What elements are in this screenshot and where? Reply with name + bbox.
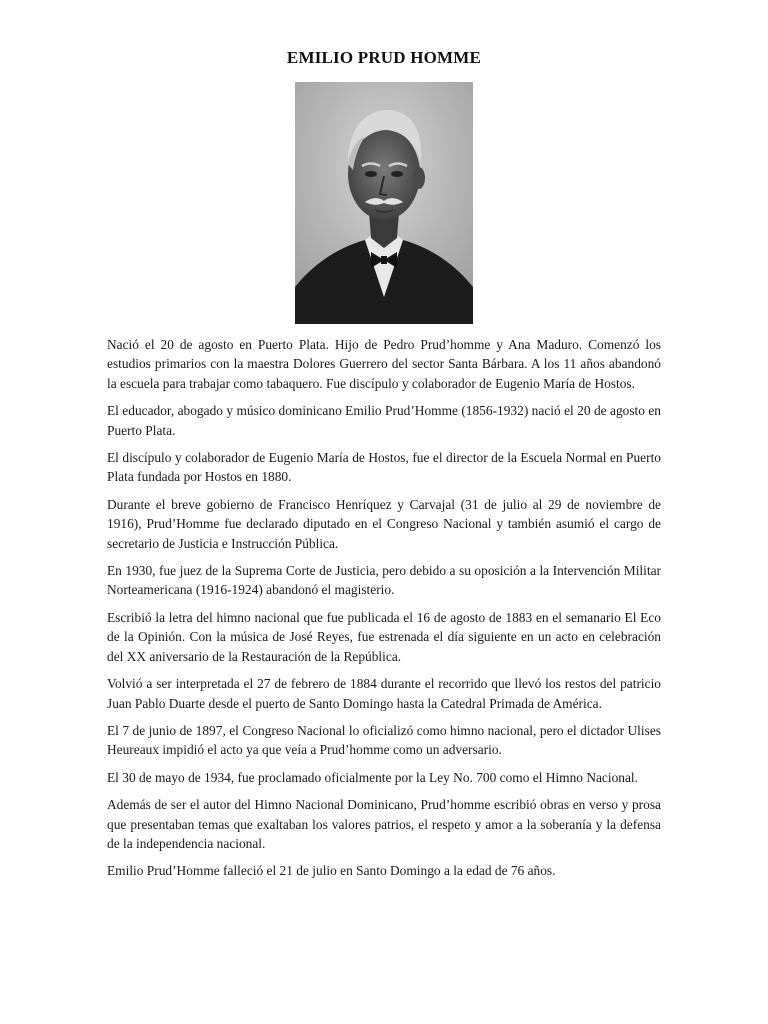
paragraph: El 7 de junio de 1897, el Congreso Nacional lo oficializó como himno nacional, pero el dictador Ulises Heureaux impidió el acto ya que veía a Prud’homme como un adversario. <box>107 722 661 758</box>
paragraph: En 1930, fue juez de la Suprema Corte de Justicia, pero debido a su oposición a la Intervención Militar Norteamericana (1916-1924) abandonó el magisterio. <box>107 563 661 598</box>
portrait-photo <box>295 82 473 324</box>
paragraph: El 30 de mayo de 1934, fue proclamado oficialmente por la Ley No. 700 como el Himno Nacional. <box>107 769 639 785</box>
portrait-illustration <box>295 82 473 324</box>
paragraph: Emilio Prud’Homme falleció el 21 de julio en Santo Domingo a la edad de 76 años. <box>107 863 556 879</box>
biography-text <box>107 335 661 889</box>
paragraph: Volvió a ser interpretada el 27 de febrero de 1884 durante el recorrido que llevó los restos del patricio Juan Pablo Duarte desde el puerto de Santo Domingo hasta la Catedral Primada de América. <box>107 676 661 711</box>
paragraph: Nació el 20 de agosto en Puerto Plata. Hijo de Pedro Prud’homme y Ana Maduro. Comenzó los estudios primarios con la maestra Dolores Guerrero del sector Santa Bárbara. A los 11 años abandonó la escuela para trabajar como tabaquero. Fue discípulo y colaborador de Eugenio María de Hostos. <box>107 337 661 391</box>
paragraph: Escribió la letra del himno nacional que fue publicada el 16 de agosto de 1883 en el semanario El Eco de la Opinión. Con la música de José Reyes, fue estrenada el día siguiente en un acto en celebración del XX aniversario de la Restauración de la República. <box>107 609 661 664</box>
paragraph: El educador, abogado y músico dominicano Emilio Prud’Homme (1856-1932) nació el 20 de agosto en Puerto Plata. <box>107 403 661 438</box>
paragraph: Además de ser el autor del Himno Nacional Dominicano, Prud’homme escribió obras en verso y prosa que presentaban temas que exaltaban los valores patrios, el respeto y amor a la soberanía y la defensa de la independencia nacional. <box>107 797 661 851</box>
paragraph: Durante el breve gobierno de Francisco Henríquez y Carvajal (31 de julio al 29 de noviembre de 1916), Prud’Homme fue declarado diputado en el Congreso Nacional y también asumió el cargo de secretario de Justicia e Instrucción Pública. <box>107 496 661 551</box>
page-title: EMILIO PRUD HOMME <box>286 48 482 67</box>
paragraph: El discípulo y colaborador de Eugenio María de Hostos, fue el director de la Escuela Normal en Puerto Plata fundada por Hostos en 1880. <box>107 450 661 485</box>
